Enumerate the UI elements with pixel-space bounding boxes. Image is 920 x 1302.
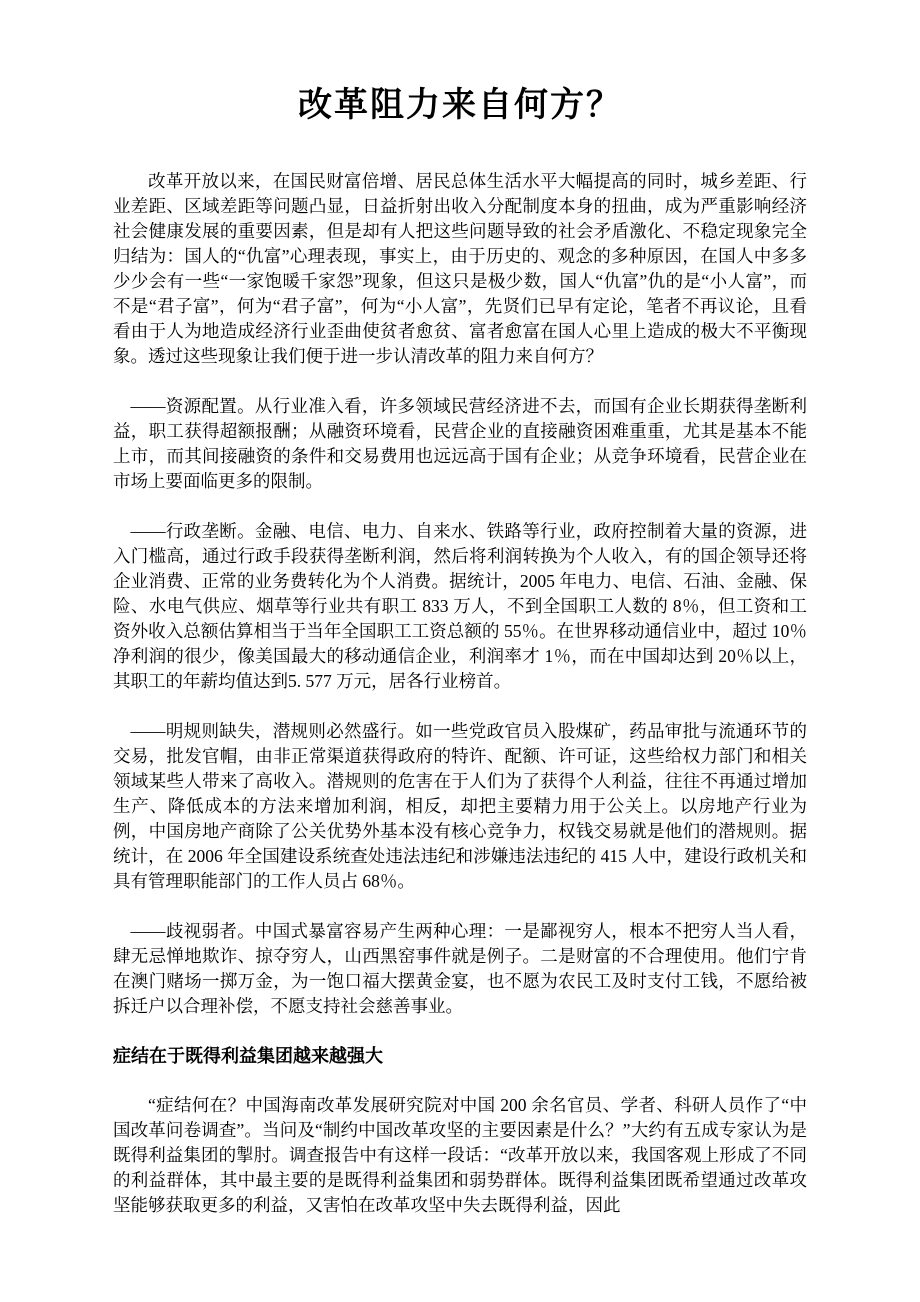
dash-paragraph-administrative-monopoly: ——行政垄断。金融、电信、电力、自来水、铁路等行业，政府控制着大量的资源，进入门槛高，通过行政手段获得垄断利润，然后将利润转换为个人收入，有的国企领导还将企业消费、正常的业务费转化为个人消费。据统计，2005 年电力、电信、石油、金融、保险、水电气供应、烟草等行业共有职工 833 万人，不到全国职工人数的 8％，但工资和工资外收入总额估算相当于当年全国职工工资总额的 55％。在世界移动通信业中，超过 10％净利润的很少，像美国最大的移动通信企业，利润率才 1％，而在中国却达到 20％以上，其职工的年薪均值达到5. 577 万元，居各行业榜首。 bbox=[113, 520, 807, 691]
closing-paragraph: “症结何在？中国海南改革发展研究院对中国 200 余名官员、学者、科研人员作了“中国改革问卷调查”。当问及“制约中国改革攻坚的主要因素是什么？”大约有五成专家认为是既得利益集团的掣肘。调查报告中有这样一段话：“改革开放以来，我国客观上形成了不同的利益群体，其中最主要的是既得利益集团和弱势群体。既得利益集团既希望通过改革攻坚能够获取更多的利益，又害怕在改革攻坚中失去既得利益，因此 bbox=[113, 1094, 807, 1215]
section-heading: 症结在于既得利益集团越来越强大 bbox=[113, 1045, 383, 1066]
dash-paragraph-resource-allocation: ——资源配置。从行业准入看，许多领域民营经济进不去，而国有企业长期获得垄断利益，职工获得超额报酬；从融资环境看，民营企业的直接融资困难重重，尤其是基本不能上市，而其间接融资的条件和交易费用也远远高于国有企业；从竞争环境看，民营企业在市场上要面临更多的限制。 bbox=[113, 395, 807, 491]
document-title: 改革阻力来自何方？ bbox=[298, 87, 622, 124]
dash-paragraph-discriminate-weak: ——歧视弱者。中国式暴富容易产生两种心理：一是鄙视穷人，根本不把穷人当人看，肆无忌惮地欺诈、掠夺穷人，山西黑窑事件就是例子。二是财富的不合理使用。他们宁肯在澳门赌场一掷万金，为一饱口福大摆黄金宴，也不愿为农民工及时支付工钱，不愿给被拆迁户以合理补偿，不愿支持社会慈善事业。 bbox=[113, 920, 807, 1016]
intro-paragraph: 改革开放以来，在国民财富倍增、居民总体生活水平大幅提高的同时，城乡差距、行业差距、区域差距等问题凸显，日益折射出收入分配制度本身的扭曲，成为严重影响经济社会健康发展的重要因素，但是却有人把这些问题导致的社会矛盾激化、不稳定现象完全归结为：国人的“仇富”心理表现，事实上，由于历史的、观念的多种原因，在国人中多多少少会有一些“一家饱暖千家怨”现象，但这只是极少数，国人“仇富”仇的是“小人富”，而不是“君子富”，何为“君子富”，何为“小人富”，先贤们已早有定论，笔者不再议论，且看看由于人为地造成经济行业歪曲使贫者愈贫、富者愈富在国人心里上造成的极大不平衡现象。透过这些现象让我们便于进一步认清改革的阻力来自何方？ bbox=[113, 170, 807, 366]
dash-paragraph-hidden-rules: ——明规则缺失，潜规则必然盛行。如一些党政官员入股煤矿，药品审批与流通环节的交易，批发官帽，由非正常渠道获得政府的特许、配额、许可证，这些给权力部门和相关领域某些人带来了高收入。潜规则的危害在于人们为了获得个人利益，往往不再通过增加生产、降低成本的方法来增加利润，相反，却把主要精力用于公关上。以房地产行业为例，中国房地产商除了公关优势外基本没有核心竞争力，权钱交易就是他们的潜规则。据统计，在 2006 年全国建设系统查处违法违纪和涉嫌违法违纪的 415 人中，建设行政机关和具有管理职能部门的工作人员占 68％。 bbox=[113, 720, 807, 891]
